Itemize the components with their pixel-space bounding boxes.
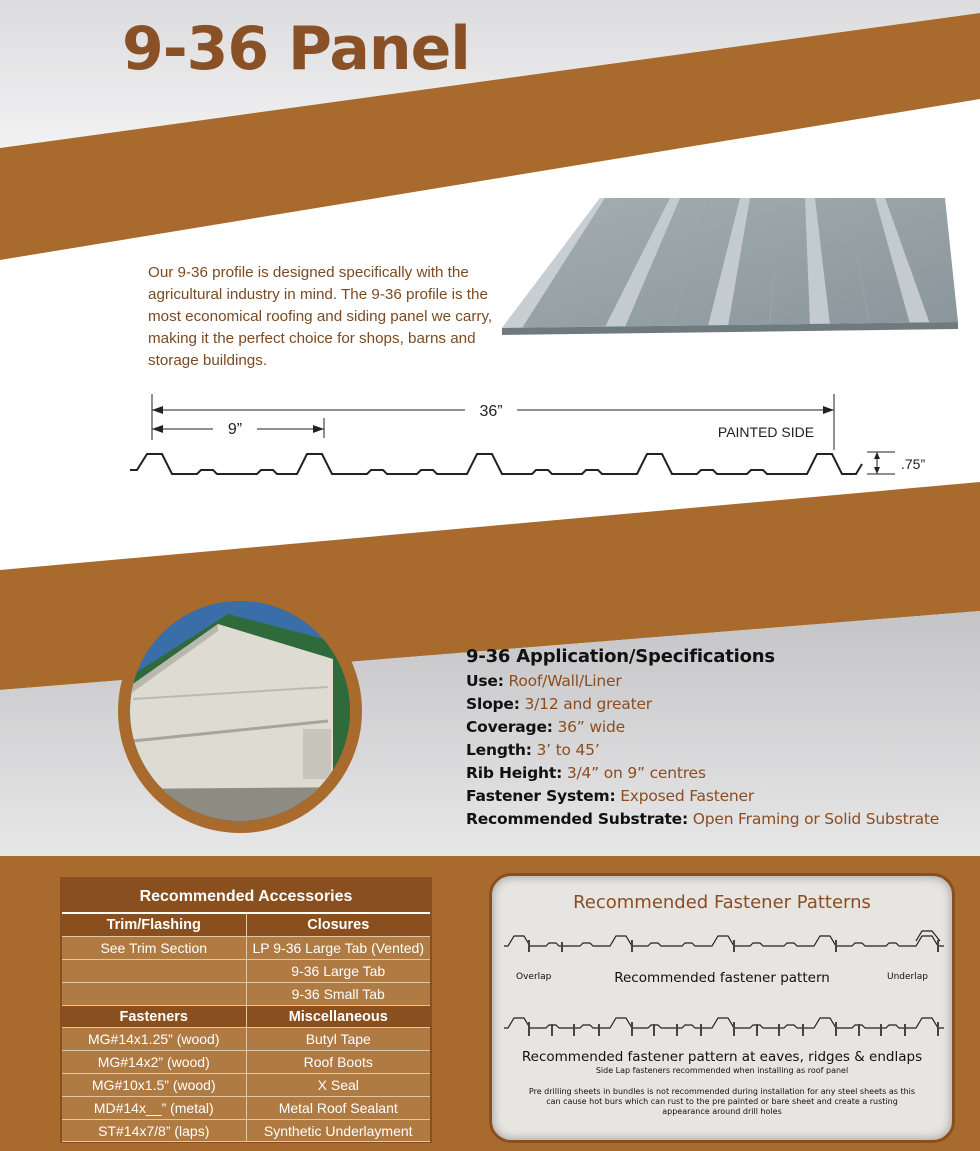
table-cell: Metal Roof Sealant bbox=[246, 1096, 430, 1119]
table-row bbox=[62, 960, 430, 983]
overlap-label: Overlap bbox=[516, 972, 552, 982]
table-row bbox=[62, 937, 430, 960]
painted-side-label: PAINTED SIDE bbox=[717, 424, 815, 440]
specs-heading: 9-36 Application/Specifications bbox=[466, 646, 775, 667]
col-header-closures: Closures bbox=[246, 914, 430, 937]
col-header-miscellaneous: Miscellaneous bbox=[246, 1005, 430, 1028]
rib-height-label: .75” bbox=[901, 456, 925, 472]
spec-row-use: Use: Roof/Wall/Liner bbox=[466, 672, 622, 690]
table-cell: X Seal bbox=[246, 1074, 430, 1097]
profile-diagram bbox=[125, 390, 925, 490]
page-title: 9-36 Panel bbox=[122, 14, 470, 84]
panel-image bbox=[500, 190, 960, 340]
side-lap-note: Side Lap fasteners recommended when installing as roof panel bbox=[595, 1066, 849, 1075]
col-header-trim: Trim/Flashing bbox=[62, 914, 246, 937]
table-row bbox=[62, 982, 430, 1005]
table-cell bbox=[62, 960, 246, 983]
spec-row-length: Length: 3’ to 45’ bbox=[466, 741, 600, 759]
table-cell: MD#14x__” (metal) bbox=[62, 1096, 246, 1119]
table-cell bbox=[62, 982, 246, 1005]
table-row bbox=[62, 1028, 430, 1051]
warning-note: Pre drilling sheets in bundles is not recommended during installation for any steel sheets as this can cause hot burs which can rust to the pre painted or bare sheet and create a rusting appearance around drill holes bbox=[528, 1087, 916, 1116]
specifications bbox=[466, 646, 966, 831]
table-cell: 9-36 Large Tab bbox=[246, 960, 430, 983]
table-row bbox=[62, 1119, 430, 1142]
intro-paragraph: Our 9-36 profile is designed specifically with the agricultural industry in mind. The 9-36 profile is the most economical roofing and siding panel we carry, making it the perfect choice for shops, barns and storage buildings. bbox=[148, 264, 493, 369]
table-row bbox=[62, 1051, 430, 1074]
spec-row-substrate: Recommended Substrate: Open Framing or Solid Substrate bbox=[466, 810, 940, 828]
table-cell: See Trim Section bbox=[62, 937, 246, 960]
col-header-fasteners: Fasteners bbox=[62, 1005, 246, 1028]
fastener-diagram-1 bbox=[502, 926, 948, 976]
spec-row-fastener-system: Fastener System: Exposed Fastener bbox=[466, 787, 755, 805]
accessories-table bbox=[60, 877, 432, 1143]
pattern1-caption: Recommended fastener pattern bbox=[614, 970, 830, 986]
building-photo bbox=[118, 589, 362, 833]
table-cell: Roof Boots bbox=[246, 1051, 430, 1074]
table-row bbox=[62, 1096, 430, 1119]
table-row bbox=[62, 1074, 430, 1097]
fastener-diagram-2 bbox=[502, 1008, 948, 1048]
spec-row-slope: Slope: 3/12 and greater bbox=[466, 695, 652, 713]
table-cell: Synthetic Underlayment bbox=[246, 1119, 430, 1142]
table-cell: LP 9-36 Large Tab (Vented) bbox=[246, 937, 430, 960]
coverage-label: 36” bbox=[479, 403, 503, 420]
pattern2-caption: Recommended fastener pattern at eaves, ridges & endlaps bbox=[521, 1049, 923, 1065]
fastener-patterns-box bbox=[489, 873, 955, 1143]
underlap-label: Underlap bbox=[887, 972, 928, 982]
table-cell: MG#14x2” (wood) bbox=[62, 1051, 246, 1074]
table-cell: 9-36 Small Tab bbox=[246, 982, 430, 1005]
table-cell: MG#10x1.5” (wood) bbox=[62, 1074, 246, 1097]
spec-row-coverage: Coverage: 36” wide bbox=[466, 718, 625, 736]
table-cell: Butyl Tape bbox=[246, 1028, 430, 1051]
spec-row-rib-height: Rib Height: 3/4” on 9” centres bbox=[466, 764, 706, 782]
rib-spacing-label: 9” bbox=[227, 421, 243, 438]
table-cell: MG#14x1.25” (wood) bbox=[62, 1028, 246, 1051]
table-cell: ST#14x7/8” (laps) bbox=[62, 1119, 246, 1142]
accessories-heading: Recommended Accessories bbox=[62, 879, 430, 914]
fastener-patterns-heading: Recommended Fastener Patterns bbox=[573, 892, 871, 913]
